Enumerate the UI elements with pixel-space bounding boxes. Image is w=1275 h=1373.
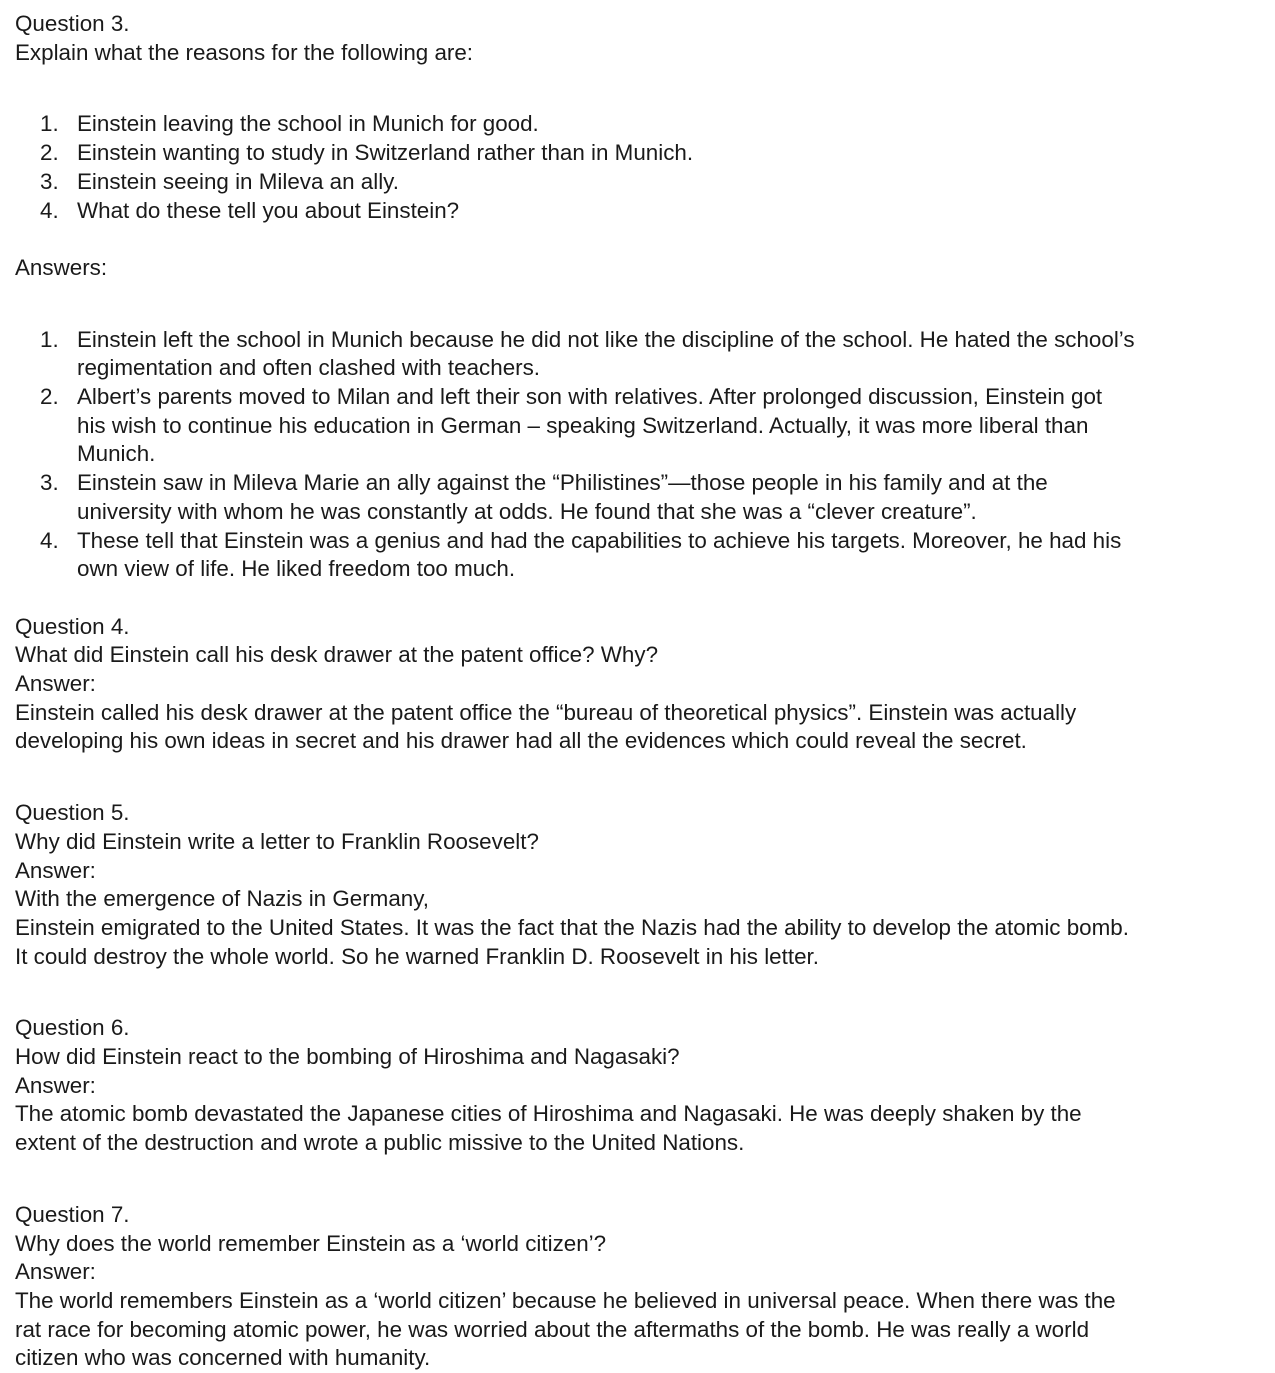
question-4-section [15,613,1260,757]
answer-line: university with whom he was constantly at odds. He found that she was a “clever creature”. [77,498,977,524]
answer-line: his wish to continue his education in German – speaking Switzerland. Actually, it was more liberal than [77,412,1089,438]
question-7-section [15,1201,1260,1373]
list-item-number: 4. [40,197,59,223]
answer-label: Answer: [15,671,96,697]
question-3-title: Question 3. [15,11,130,36]
answer-line: extent of the destruction and wrote a public missive to the United Nations. [15,1130,745,1156]
answer-label: Answer: [15,1072,96,1098]
answer-item-number: 1. [40,326,59,352]
answer-line: Einstein left the school in Munich because he did not like the discipline of the school. He hated the school’s [77,326,1135,352]
answer-line: developing his own ideas in secret and his drawer had all the evidences which could reveal the secret. [15,728,1027,754]
answer-line: own view of life. He liked freedom too much. [77,556,516,582]
question-7-title: Question 7. [15,1201,130,1227]
answer-line: It could destroy the whole world. So he warned Franklin D. Roosevelt in his letter. [15,943,819,969]
answer-line: These tell that Einstein was a genius and had the capabilities to achieve his targets. Moreover, he had his [77,527,1122,553]
answer-item-number: 4. [40,527,59,553]
answer-line: rat race for becoming atomic power, he was worried about the aftermaths of the bomb. He was really a world [15,1316,1090,1342]
answer-line: Munich. [77,441,156,467]
answer-line: Einstein emigrated to the United States. It was the fact that the Nazis had the ability to develop the atomic bomb. [15,914,1129,940]
list-item-text: Einstein seeing in Mileva an ally. [77,168,399,194]
list-item [15,139,1260,168]
list-item-number: 2. [40,140,59,166]
list-item-number: 3. [40,168,59,194]
question-5-section [15,799,1260,971]
list-item-number: 1. [40,111,59,137]
answer-item [15,383,1260,469]
question-5-title: Question 5. [15,800,130,826]
answer-line: citizen who was concerned with humanity. [15,1345,431,1371]
answer-line: The atomic bomb devastated the Japanese cities of Hiroshima and Nagasaki. He was deeply shaken by the [15,1101,1082,1127]
answer-label: Answer: [15,857,96,883]
answer-item [15,527,1260,584]
answer-label: Answer: [15,1259,96,1285]
answer-item-number: 2. [40,384,59,410]
answer-line: With the emergence of Nazis in Germany, [15,886,429,912]
question-3-section [15,10,1260,584]
question-5-text: Why did Einstein write a letter to Franklin Roosevelt? [15,828,539,854]
question-3-items-list [15,110,1260,225]
question-6-title: Question 6. [15,1015,130,1041]
question-6-text: How did Einstein react to the bombing of Hiroshima and Nagasaki? [15,1044,680,1070]
list-item-text: Einstein leaving the school in Munich for good. [77,111,539,137]
answer-line: Albert’s parents moved to Milan and left their son with relatives. After prolonged discussion, Einstein got [77,384,1103,410]
question-3-answers-list [15,326,1260,584]
answer-item-number: 3. [40,470,59,496]
list-item-text: What do these tell you about Einstein? [77,197,460,223]
list-item-text: Einstein wanting to study in Switzerland rather than in Munich. [77,140,694,166]
question-3-prompt: Explain what the reasons for the following are: [15,39,474,65]
list-item [15,168,1260,197]
answer-item [15,326,1260,383]
answer-line: Einstein saw in Mileva Marie an ally against the “Philistines”—those people in his family and at the [77,470,1048,496]
answer-line: regimentation and often clashed with teachers. [77,355,541,381]
list-item [15,197,1260,226]
question-6-section [15,1014,1260,1158]
answers-label: Answers: [15,254,108,280]
question-7-text: Why does the world remember Einstein as a ‘world citizen’? [15,1230,607,1256]
answer-line: Einstein called his desk drawer at the patent office the “bureau of theoretical physics”. Einstein was actually [15,699,1077,725]
answer-line: The world remembers Einstein as a ‘world citizen’ because he believed in universal peace. When there was the [15,1287,1116,1313]
question-4-text: What did Einstein call his desk drawer at the patent office? Why? [15,642,659,668]
question-4-title: Question 4. [15,613,130,639]
answer-item [15,469,1260,526]
list-item [15,110,1260,139]
